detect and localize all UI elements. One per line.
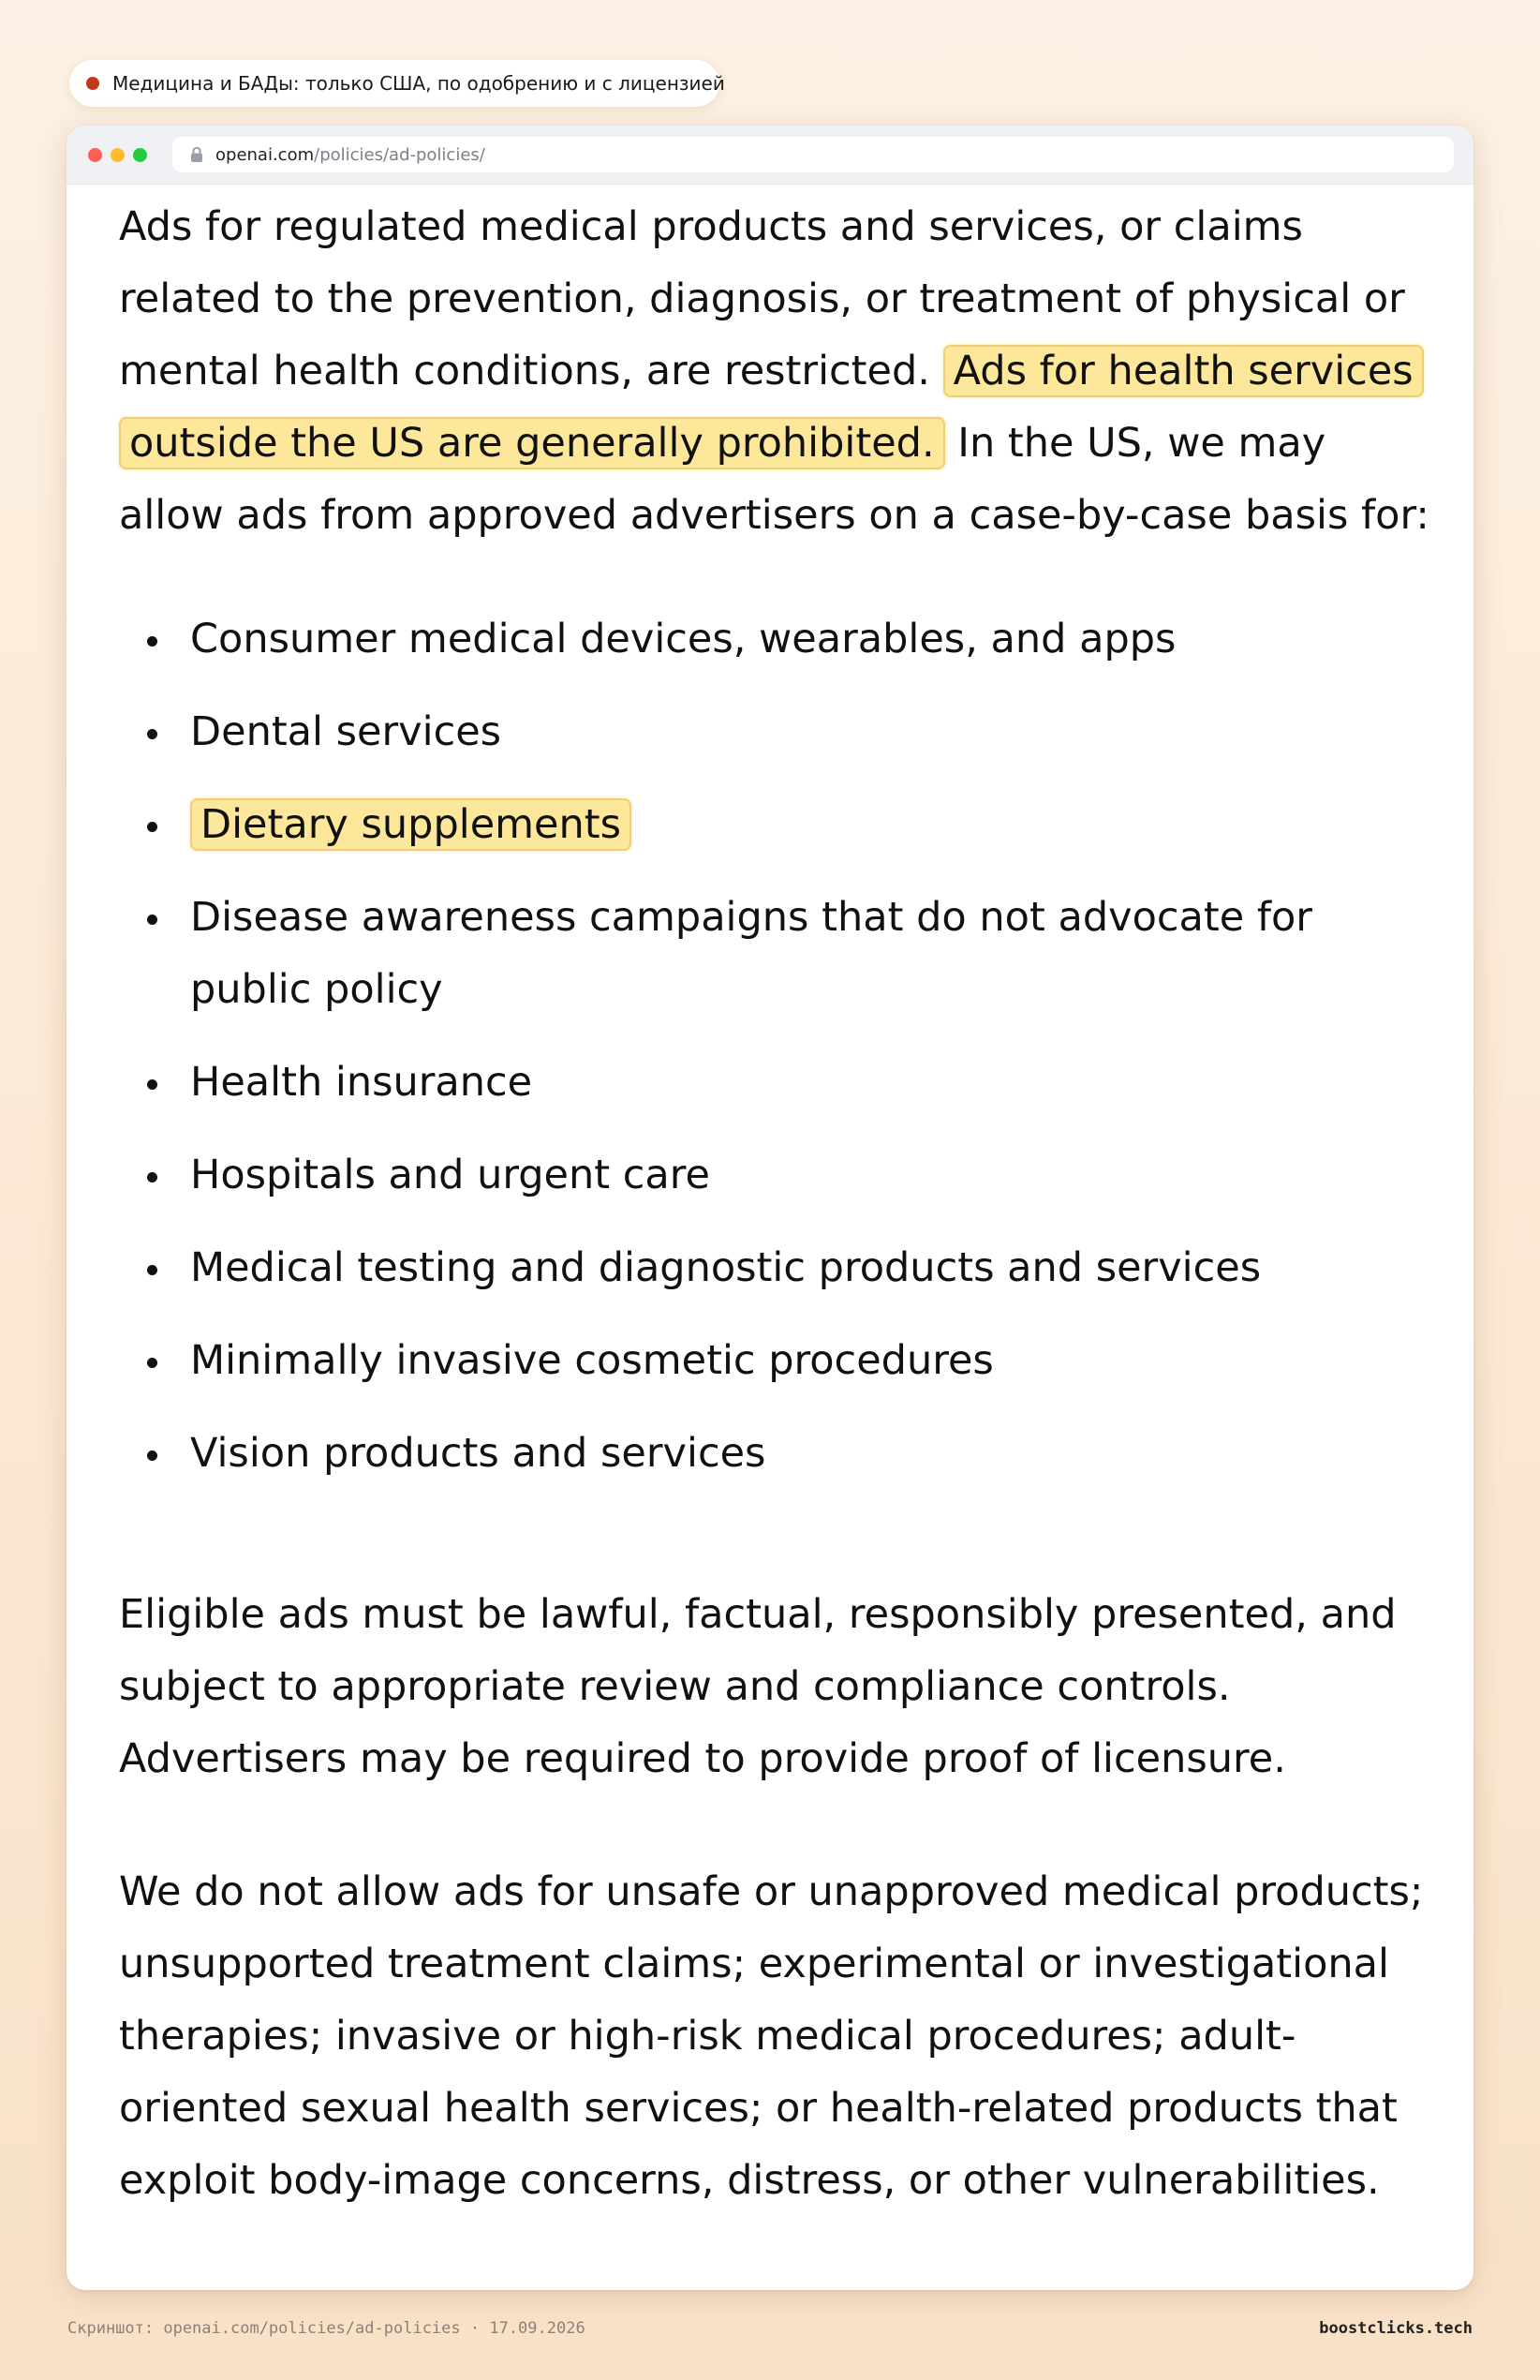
list-item-text: Health insurance — [190, 1059, 533, 1106]
list-item-text: Vision products and services — [190, 1430, 766, 1477]
list-item-text: Medical testing and diagnostic products and services — [190, 1244, 1262, 1291]
prohibited-paragraph: We do not allow ads for unsafe or unapproved medical products; unsupported treatment claims; experimental or investigational therapies; invasive or high-risk medical procedures; adult-oriented sexual health services; or health-related products that exploit body-image concerns, distress, or other vulnerabilities. — [119, 1868, 1424, 2204]
list-item — [119, 696, 1314, 768]
list-item-text: Consumer medical devices, wearables, and apps — [190, 616, 1177, 662]
list-item — [119, 882, 1314, 1026]
list-item — [119, 1139, 1314, 1212]
lock-icon — [189, 146, 204, 163]
intro-text: Ads for regulated medical products and services, or claims related to the prevention, diagnosis, or treatment of physical or mental health conditions, are restricted. — [119, 203, 1405, 394]
topic-badge — [69, 60, 725, 107]
brand-label: boostclicks.tech — [1319, 2319, 1473, 2338]
list-item — [119, 1232, 1314, 1304]
list-item-text: Minimally invasive cosmetic procedures — [190, 1337, 994, 1384]
list-item-text: Hospitals and urgent care — [190, 1152, 710, 1198]
close-window-icon[interactable] — [88, 148, 102, 162]
badge-label: Медицина и БАДы: только США, по одобрению и с лицензией — [112, 72, 725, 95]
url-path: /policies/ad-policies/ — [314, 144, 485, 165]
status-dot-icon — [86, 77, 99, 90]
eligible-paragraph: Eligible ads must be lawful, factual, responsibly presented, and subject to appropriate review and compliance controls. Advertisers may be required to provide proof of licensure. — [119, 1591, 1397, 1782]
list-item — [119, 1418, 1314, 1490]
list-item — [119, 789, 1314, 861]
intro-paragraph — [119, 184, 1430, 552]
browser-titlebar — [67, 126, 1473, 185]
list-item-text: Dental services — [190, 708, 502, 755]
highlighted-text: Ads for health services outside the US are generally prohibited. — [119, 345, 1424, 469]
minimize-window-icon[interactable] — [111, 148, 125, 162]
intro-text-continued: In the US, we may allow ads from approved advertisers on a case-by-case basis for: — [119, 420, 1429, 539]
list-item — [119, 1047, 1314, 1119]
list-item-text: Disease awareness campaigns that do not advocate for public policy — [190, 894, 1312, 1013]
zoom-window-icon[interactable] — [133, 148, 147, 162]
list-item — [119, 603, 1314, 676]
address-bar[interactable] — [172, 137, 1454, 172]
browser-window — [67, 126, 1473, 2290]
url-domain: openai.com — [215, 144, 315, 165]
policy-content — [119, 184, 1430, 2217]
list-item-text-highlighted: Dietary supplements — [190, 798, 631, 851]
screenshot-caption: Скриншот: openai.com/policies/ad-policies · 17.09.2026 — [67, 2319, 585, 2338]
allowed-categories-list — [119, 603, 1430, 1490]
list-item — [119, 1325, 1314, 1397]
